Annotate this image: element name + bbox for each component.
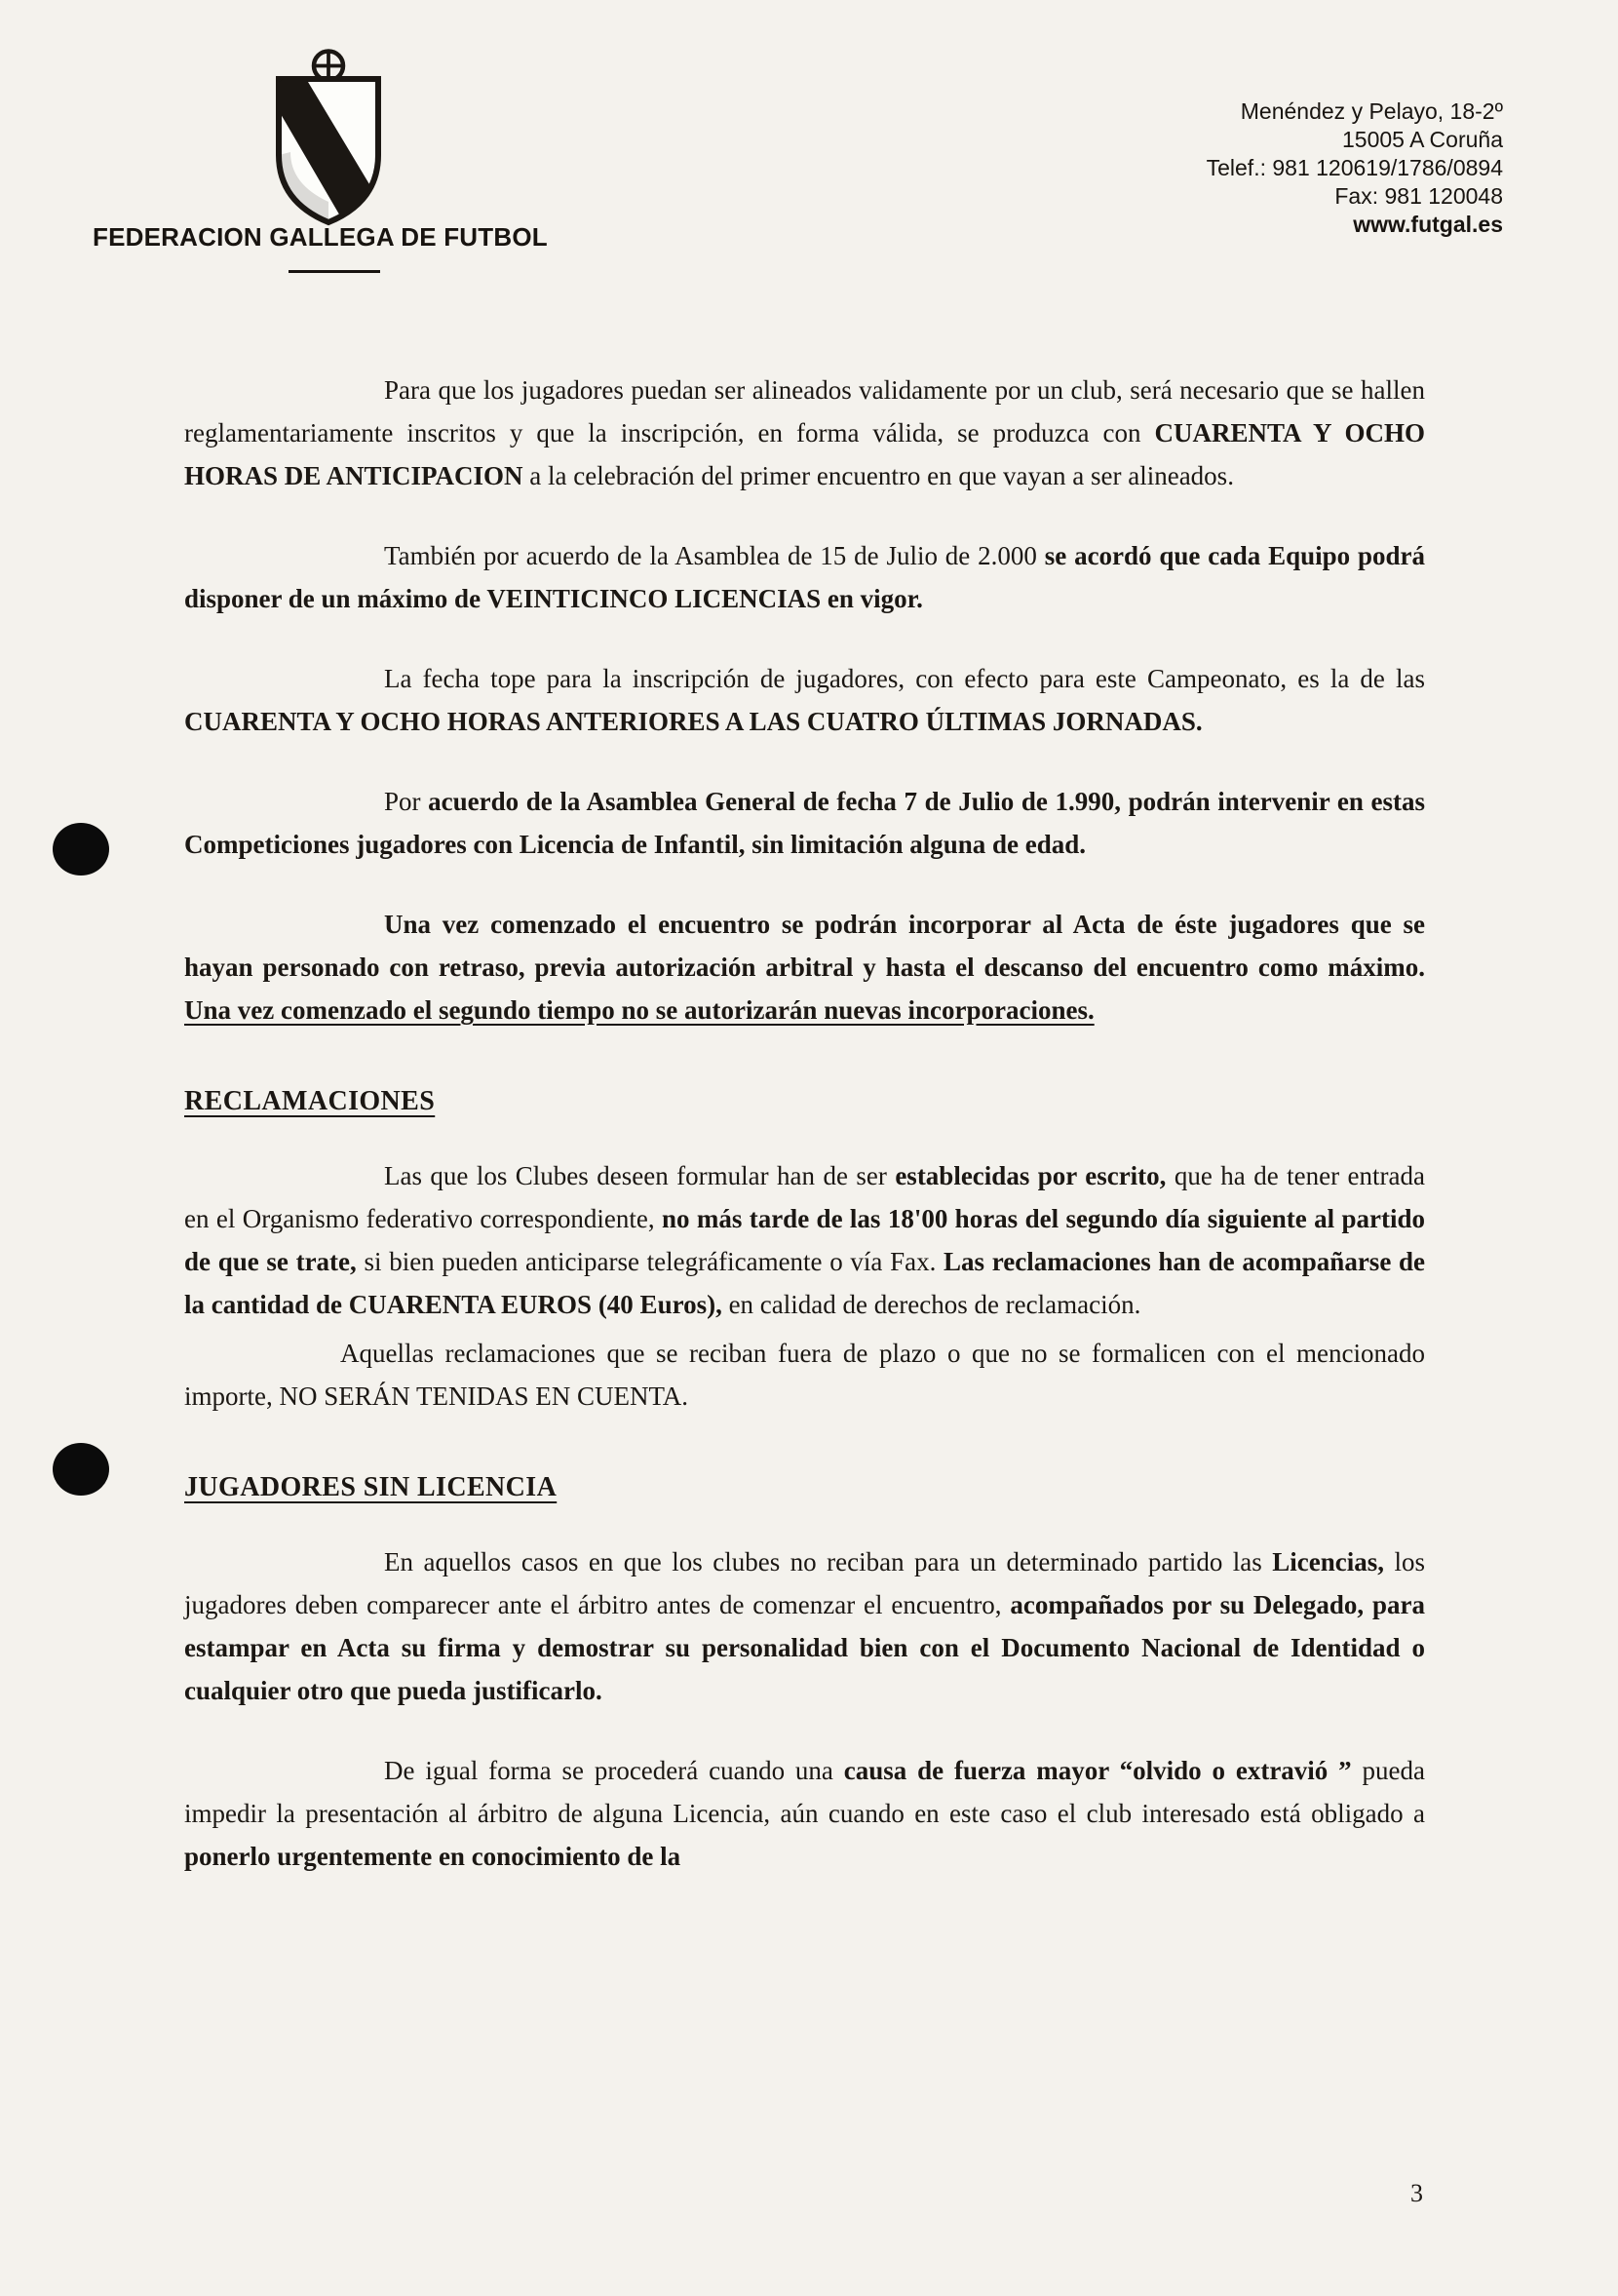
text-segment: pueda impedir la presentación al árbitro de alguna Licencia, aún cuando en este caso el club interesado está obligado a xyxy=(184,1756,1425,1828)
text-segment: CUARENTA Y OCHO HORAS ANTERIORES A LAS CUATRO ÚLTIMAS JORNADAS. xyxy=(184,707,1203,736)
paragraph-infantil-licenses xyxy=(184,780,1425,866)
text-segment: se acordó que cada Equipo podrá disponer de un máximo de VEINTICINCO LICENCIAS en vigor. xyxy=(184,541,1425,613)
page-number: 3 xyxy=(1410,2179,1423,2207)
org-name-underline xyxy=(289,270,380,273)
address-city: 15005 A Coruña xyxy=(1342,127,1503,152)
text-segment: Las reclamaciones han de acompañarse de la cantidad de CUARENTA EUROS (40 Euros), xyxy=(184,1247,1425,1319)
text-segment: Licencias, xyxy=(1272,1547,1385,1576)
text-segment: Una vez comenzado el encuentro se podrán incorporar al Acta de éste jugadores que se hayan personado con retraso, previa autorización arbitral y hasta el descanso del encuentro como máximo. xyxy=(184,910,1425,982)
text-segment: Las que los Clubes deseen formular han de ser xyxy=(384,1161,896,1190)
letterhead-address-block xyxy=(1207,97,1503,239)
section-heading-jugadores-sin-licencia: JUGADORES SIN LICENCIA xyxy=(184,1472,558,1502)
federation-crest-logo xyxy=(255,47,402,237)
address-street: Menéndez y Pelayo, 18-2º xyxy=(1240,98,1503,124)
text-segment: CUARENTA Y OCHO HORAS DE ANTICIPACION xyxy=(184,418,1426,490)
hole-punch-mark xyxy=(53,823,109,876)
text-segment: los jugadores deben comparecer ante el árbitro antes de comenzar el encuentro, xyxy=(184,1547,1425,1619)
paragraph-claims-procedure xyxy=(184,1154,1425,1326)
address-fax: Fax: 981 120048 xyxy=(1334,183,1503,209)
paragraph-registration-deadline xyxy=(184,657,1425,743)
organization-name: FEDERACION GALLEGA DE FUTBOL xyxy=(93,222,548,252)
text-segment: ponerlo urgentemente en conocimiento de la xyxy=(184,1842,681,1871)
text-segment: que ha de tener entrada en el Organismo federativo correspondiente, xyxy=(184,1161,1425,1233)
document-body xyxy=(0,369,1618,1878)
paragraph-claims-out-of-time xyxy=(184,1332,1425,1418)
letterhead xyxy=(0,0,1618,369)
section-heading-reclamaciones: RECLAMACIONES xyxy=(184,1086,436,1116)
text-segment: establecidas por escrito, xyxy=(895,1161,1167,1190)
text-segment: si bien pueden anticiparse telegráficamente o vía Fax. xyxy=(356,1247,944,1276)
text-segment: causa de fuerza mayor “olvido o extravió ” xyxy=(843,1756,1352,1785)
text-segment: Aquellas reclamaciones que se reciban fuera de plazo o que no se formalicen con el mencionado importe, NO SERÁN TENIDAS EN CUENTA. xyxy=(184,1339,1425,1411)
text-segment: De igual forma se procederá cuando una xyxy=(384,1756,844,1785)
text-segment: Para que los jugadores puedan ser alineados validamente por un club, será necesario que se hallen reglamentariamente inscritos y que la inscripción, en forma válida, se produzca con xyxy=(184,375,1425,448)
text-segment: acuerdo de la Asamblea General de fecha 7 de Julio de 1.990, podrán intervenir en estas Competiciones jugadores con Licencia de Infantil, sin limitación alguna de edad. xyxy=(184,787,1425,859)
text-segment: en calidad de derechos de reclamación. xyxy=(721,1290,1141,1319)
text-segment: Por xyxy=(384,787,429,816)
shield-crest-icon xyxy=(255,47,402,237)
paragraph-force-majeure xyxy=(184,1749,1425,1878)
text-segment: La fecha tope para la inscripción de jugadores, con efecto para este Campeonato, es la de las xyxy=(384,664,1425,693)
text-segment: no más tarde de las 18'00 horas del segundo día siguiente al partido de que se trate, xyxy=(184,1204,1425,1276)
paragraph-max-licenses xyxy=(184,534,1425,620)
text-segment: Una vez comenzado el segundo tiempo no se autorizarán nuevas incorporaciones. xyxy=(184,995,1095,1025)
text-segment: acompañados por su Delegado, para estampar en Acta su firma y demostrar su personalidad bien con el Documento Nacional de Identidad o cualquier otro que pueda justificarlo. xyxy=(184,1590,1425,1705)
paragraph-no-license-procedure xyxy=(184,1540,1425,1712)
text-segment: También por acuerdo de la Asamblea de 15 de Julio de 2.000 xyxy=(384,541,1045,570)
paragraph-alignment-48h-rule xyxy=(184,369,1425,497)
address-phone: Telef.: 981 120619/1786/0894 xyxy=(1206,155,1503,180)
website-url: www.futgal.es xyxy=(1353,212,1503,237)
text-segment: a la celebración del primer encuentro en que vayan a ser alineados. xyxy=(522,461,1234,490)
text-segment: En aquellos casos en que los clubes no reciban para un determinado partido las xyxy=(384,1547,1273,1576)
paragraph-late-incorporation xyxy=(184,903,1425,1031)
hole-punch-mark xyxy=(53,1443,109,1496)
